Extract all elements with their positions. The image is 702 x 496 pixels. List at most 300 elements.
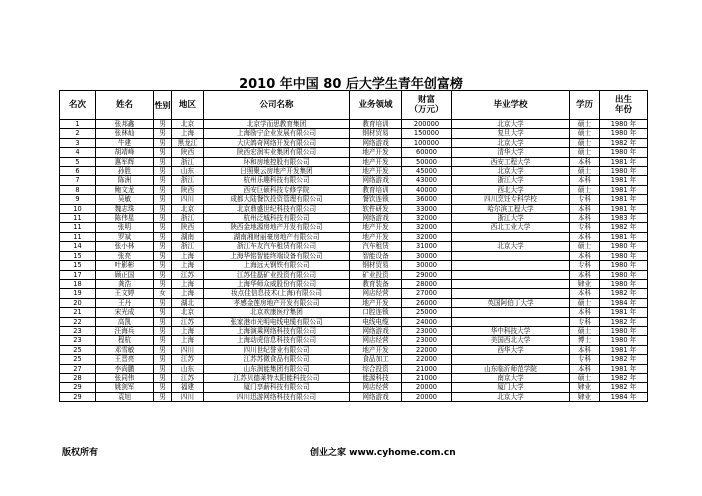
table-row xyxy=(60,279,648,288)
cell-degree: 肄业 xyxy=(570,279,600,288)
header-birth-year: 出生 年份 xyxy=(600,91,648,120)
table-row xyxy=(60,185,648,194)
cell-business: 地产开发 xyxy=(350,232,402,241)
cell-rank: 29 xyxy=(60,383,96,392)
cell-wealth: 22000 xyxy=(402,355,452,364)
cell-business: 网络游戏 xyxy=(350,138,402,147)
cell-name: 吴敏 xyxy=(96,195,154,204)
cell-gender: 男 xyxy=(154,167,172,176)
table-row xyxy=(60,167,648,176)
cell-birth-year: 1981 年 xyxy=(600,195,648,204)
cell-rank: 23 xyxy=(60,336,96,345)
table-row xyxy=(60,223,648,232)
cell-region: 陕西 xyxy=(172,223,204,232)
cell-birth-year: 1984 年 xyxy=(600,298,648,307)
cell-name: 张邦鑫 xyxy=(96,120,154,129)
cell-wealth: 20000 xyxy=(402,383,452,392)
cell-company: 上海远天钢铁有限公司 xyxy=(204,261,350,270)
cell-school: 厦门大学 xyxy=(452,383,570,392)
cell-business: 地产开发 xyxy=(350,148,402,157)
cell-name: 孙胜 xyxy=(96,167,154,176)
cell-birth-year: 1980 年 xyxy=(600,251,648,260)
cell-school xyxy=(452,270,570,279)
cell-rank: 2 xyxy=(60,129,96,138)
cell-degree: 本科 xyxy=(570,308,600,317)
cell-company: 孝感金莲房地产开发有限公司 xyxy=(204,298,350,307)
cell-name: 魏志珠 xyxy=(96,204,154,213)
cell-region: 浙江 xyxy=(172,242,204,251)
cell-gender: 男 xyxy=(154,232,172,241)
cell-company: 日照聚云房地产开发集团 xyxy=(204,167,350,176)
cell-wealth: 23000 xyxy=(402,326,452,335)
cell-degree: 硕士 xyxy=(570,120,600,129)
table-row xyxy=(60,289,648,298)
cell-birth-year: 1980 年 xyxy=(600,148,648,157)
cell-gender: 男 xyxy=(154,261,172,270)
cell-rank: 14 xyxy=(60,242,96,251)
cell-birth-year: 1980 年 xyxy=(600,326,648,335)
copyright-text: 版权所有 xyxy=(62,448,99,458)
cell-region: 四川 xyxy=(172,392,204,401)
cell-company: 张家港市光明电线电缆有限公司 xyxy=(204,317,350,326)
cell-gender: 男 xyxy=(154,355,172,364)
cell-company: 环和房地控股有限公司 xyxy=(204,157,350,166)
cell-gender: 男 xyxy=(154,185,172,194)
cell-birth-year: 1980 年 xyxy=(600,270,648,279)
cell-company: 湖南湘财丽豪房地产有限公司 xyxy=(204,232,350,241)
ranking-table-body xyxy=(60,120,648,402)
cell-business: 智能设备 xyxy=(350,251,402,260)
cell-wealth: 32000 xyxy=(402,232,452,241)
cell-gender: 男 xyxy=(154,214,172,223)
cell-school: 西华大学 xyxy=(452,345,570,354)
cell-rank: 7 xyxy=(60,176,96,185)
cell-region: 浙江 xyxy=(172,176,204,185)
cell-degree: 本科 xyxy=(570,157,600,166)
cell-wealth: 20000 xyxy=(402,392,452,401)
cell-wealth: 31000 xyxy=(402,242,452,251)
cell-wealth: 100000 xyxy=(402,138,452,147)
cell-rank: 6 xyxy=(60,167,96,176)
cell-region: 黑龙江 xyxy=(172,138,204,147)
cell-wealth: 32000 xyxy=(402,214,452,223)
table-row xyxy=(60,270,648,279)
cell-business: 网络游戏 xyxy=(350,326,402,335)
header-wealth: 财富 （万元） xyxy=(402,91,452,120)
cell-school: 山东临沂师范学院 xyxy=(452,364,570,373)
table-row xyxy=(60,195,648,204)
cell-gender: 男 xyxy=(154,298,172,307)
cell-company: 北京学而思教育集团 xyxy=(204,120,350,129)
cell-birth-year: 1983 年 xyxy=(600,214,648,223)
header-gender: 性别 xyxy=(154,91,172,120)
cell-school: 清华大学 xyxy=(452,148,570,157)
cell-gender: 男 xyxy=(154,148,172,157)
page-title: 2010 年中国 80 后大学生青年创富榜 xyxy=(239,77,463,92)
cell-birth-year: 1980 年 xyxy=(600,129,648,138)
table-row xyxy=(60,298,648,307)
cell-degree: 本科 xyxy=(570,204,600,213)
cell-region: 四川 xyxy=(172,195,204,204)
cell-wealth: 30000 xyxy=(402,261,452,270)
cell-gender: 男 xyxy=(154,279,172,288)
cell-birth-year: 1980 年 xyxy=(600,120,648,129)
cell-school: 四川烹饪专科学校 xyxy=(452,195,570,204)
header-row xyxy=(60,91,648,120)
cell-rank: 11 xyxy=(60,232,96,241)
cell-gender: 男 xyxy=(154,383,172,392)
cell-birth-year: 1980 年 xyxy=(600,167,648,176)
cell-company: 厦门享薪科技有限公司 xyxy=(204,383,350,392)
cell-wealth: 25000 xyxy=(402,308,452,317)
table-row xyxy=(60,251,648,260)
cell-wealth: 24000 xyxy=(402,317,452,326)
cell-business: 钢材贸易 xyxy=(350,261,402,270)
cell-business: 钢材贸易 xyxy=(350,129,402,138)
cell-rank: 19 xyxy=(60,289,96,298)
cell-rank: 5 xyxy=(60,157,96,166)
cell-wealth: 23000 xyxy=(402,336,452,345)
cell-name: 王文婷 xyxy=(96,289,154,298)
header-rank: 名次 xyxy=(60,91,96,120)
cell-company: 上海演乘网络科技有限公司 xyxy=(204,326,350,335)
cell-region: 北京 xyxy=(172,308,204,317)
cell-school: 北京大学 xyxy=(452,138,570,147)
cell-birth-year: 1981 年 xyxy=(600,157,648,166)
cell-name: 龚浩 xyxy=(96,279,154,288)
cell-rank: 17 xyxy=(60,270,96,279)
table-row xyxy=(60,355,648,364)
cell-company: 江苏贝德莱特太阳能科技公司 xyxy=(204,373,350,382)
table-row xyxy=(60,204,648,213)
cell-business: 教育培训 xyxy=(350,120,402,129)
cell-name: 王丹 xyxy=(96,298,154,307)
cell-region: 江苏 xyxy=(172,355,204,364)
cell-birth-year: 1982 年 xyxy=(600,373,648,382)
cell-rank: 10 xyxy=(60,204,96,213)
cell-name: 张林灿 xyxy=(96,129,154,138)
cell-company: 陕西宏润实业集团有限公司 xyxy=(204,148,350,157)
cell-rank: 27 xyxy=(60,364,96,373)
cell-wealth: 50000 xyxy=(402,157,452,166)
header-name: 姓名 xyxy=(96,91,154,120)
cell-degree: 专科 xyxy=(570,355,600,364)
cell-rank: 18 xyxy=(60,279,96,288)
cell-business: 汽车租赁 xyxy=(350,242,402,251)
cell-rank: 11 xyxy=(60,214,96,223)
cell-name: 邓雪敏 xyxy=(96,345,154,354)
cell-birth-year: 1981 年 xyxy=(600,232,648,241)
cell-region: 四川 xyxy=(172,345,204,354)
cell-school xyxy=(452,289,570,298)
cell-region: 陕西 xyxy=(172,148,204,157)
cell-name: 张小林 xyxy=(96,242,154,251)
cell-name: 王晋亮 xyxy=(96,355,154,364)
cell-company: 上海励宁企业发展有限公司 xyxy=(204,129,350,138)
cell-business: 网店经营 xyxy=(350,383,402,392)
cell-business: 地产开发 xyxy=(350,157,402,166)
cell-company: 浙江车友汽车租赁有限公司 xyxy=(204,242,350,251)
cell-region: 北京 xyxy=(172,120,204,129)
cell-school: 浙江大学 xyxy=(452,176,570,185)
cell-company: 四川世纪誉业有限公司 xyxy=(204,345,350,354)
cell-school: 北京大学 xyxy=(452,120,570,129)
cell-company: 杭州乐趣科技有限公司 xyxy=(204,176,350,185)
ranking-table xyxy=(59,90,648,402)
cell-birth-year: 1981 年 xyxy=(600,364,648,373)
cell-birth-year: 1982 年 xyxy=(600,317,648,326)
cell-region: 上海 xyxy=(172,261,204,270)
cell-business: 网店经营 xyxy=(350,289,402,298)
cell-degree: 本科 xyxy=(570,364,600,373)
cell-wealth: 150000 xyxy=(402,129,452,138)
cell-region: 江苏 xyxy=(172,270,204,279)
cell-gender: 女 xyxy=(154,289,172,298)
cell-school: 北京大学 xyxy=(452,242,570,251)
cell-degree: 肄业 xyxy=(570,392,600,401)
cell-degree: 专科 xyxy=(570,317,600,326)
cell-name: 张亮 xyxy=(96,251,154,260)
cell-business: 电线电缆 xyxy=(350,317,402,326)
cell-wealth: 36000 xyxy=(402,195,452,204)
cell-degree: 硕士 xyxy=(570,129,600,138)
table-row xyxy=(60,242,648,251)
cell-wealth: 22000 xyxy=(402,345,452,354)
cell-company: 西安巨硕科技专修学院 xyxy=(204,185,350,194)
cell-degree: 本科 xyxy=(570,214,600,223)
table-row xyxy=(60,326,648,335)
cell-business: 地产开发 xyxy=(350,345,402,354)
cell-region: 山东 xyxy=(172,364,204,373)
cell-name: 高凯 xyxy=(96,317,154,326)
cell-gender: 男 xyxy=(154,317,172,326)
cell-wealth: 32000 xyxy=(402,223,452,232)
cell-gender: 男 xyxy=(154,195,172,204)
cell-name: 张同伟 xyxy=(96,373,154,382)
cell-school xyxy=(452,355,570,364)
table-row xyxy=(60,129,648,138)
cell-gender: 男 xyxy=(154,373,172,382)
cell-business: 网络游戏 xyxy=(350,176,402,185)
cell-business: 地产开发 xyxy=(350,167,402,176)
cell-school: 浙江大学 xyxy=(452,214,570,223)
cell-birth-year: 1982 年 xyxy=(600,223,648,232)
cell-rank: 3 xyxy=(60,138,96,147)
table-row xyxy=(60,317,648,326)
table-row xyxy=(60,138,648,147)
cell-rank: 4 xyxy=(60,148,96,157)
cell-name: 罗斌 xyxy=(96,232,154,241)
cell-company: 成都大陆餐饮投资管理有限公司 xyxy=(204,195,350,204)
cell-company: 江苏佳磊矿业投资有限公司 xyxy=(204,270,350,279)
cell-name: 李尚鹏 xyxy=(96,364,154,373)
cell-birth-year: 1980 年 xyxy=(600,261,648,270)
cell-school xyxy=(452,279,570,288)
cell-company: 上海华师众威股份有限公司 xyxy=(204,279,350,288)
cell-degree: 博士 xyxy=(570,336,600,345)
cell-company: 江苏苏微食品有限公司 xyxy=(204,355,350,364)
cell-company: 大庆鸽奇网络开发有限公司 xyxy=(204,138,350,147)
cell-wealth: 40000 xyxy=(402,185,452,194)
cell-wealth: 21000 xyxy=(402,373,452,382)
cell-wealth: 29000 xyxy=(402,270,452,279)
cell-rank: 15 xyxy=(60,261,96,270)
cell-school xyxy=(452,317,570,326)
cell-region: 山东 xyxy=(172,167,204,176)
cell-business: 食品加工 xyxy=(350,355,402,364)
cell-name: 陈伟星 xyxy=(96,214,154,223)
cell-business: 综合投资 xyxy=(350,364,402,373)
cell-gender: 男 xyxy=(154,345,172,354)
cell-birth-year: 1980 年 xyxy=(600,279,648,288)
cell-birth-year: 1982 年 xyxy=(600,355,648,364)
cell-region: 江苏 xyxy=(172,317,204,326)
cell-degree: 专科 xyxy=(570,223,600,232)
cell-business: 口腔连锁 xyxy=(350,308,402,317)
cell-company: 北京鼎盛世纪科技有限公司 xyxy=(204,204,350,213)
cell-school: 西北大学 xyxy=(452,185,570,194)
cell-rank: 25 xyxy=(60,355,96,364)
cell-rank: 29 xyxy=(60,392,96,401)
cell-gender: 男 xyxy=(154,364,172,373)
cell-school: 复旦大学 xyxy=(452,129,570,138)
cell-birth-year: 1984 年 xyxy=(600,392,648,401)
cell-company: 妆点佳信息技术(上海)有限公司 xyxy=(204,289,350,298)
cell-region: 福建 xyxy=(172,383,204,392)
cell-rank: 23 xyxy=(60,326,96,335)
cell-school xyxy=(452,308,570,317)
cell-school: 哈尔滨工程大学 xyxy=(452,204,570,213)
cell-region: 上海 xyxy=(172,251,204,260)
table-row xyxy=(60,214,648,223)
cell-degree: 本科 xyxy=(570,232,600,241)
table-row xyxy=(60,176,648,185)
cell-rank: 20 xyxy=(60,298,96,307)
cell-business: 教育培训 xyxy=(350,185,402,194)
cell-wealth: 30000 xyxy=(402,251,452,260)
cell-rank: 22 xyxy=(60,317,96,326)
cell-business: 地产开发 xyxy=(350,298,402,307)
cell-birth-year: 1982 年 xyxy=(600,289,648,298)
cell-birth-year: 1981 年 xyxy=(600,345,648,354)
cell-region: 浙江 xyxy=(172,157,204,166)
cell-gender: 男 xyxy=(154,138,172,147)
cell-gender: 男 xyxy=(154,120,172,129)
cell-region: 陕西 xyxy=(172,185,204,194)
cell-birth-year: 1981 年 xyxy=(600,308,648,317)
cell-region: 浙江 xyxy=(172,214,204,223)
cell-name: 宋光成 xyxy=(96,308,154,317)
cell-degree: 硕士 xyxy=(570,373,600,382)
cell-name: 张明 xyxy=(96,223,154,232)
cell-gender: 男 xyxy=(154,204,172,213)
cell-region: 上海 xyxy=(172,326,204,335)
cell-gender: 男 xyxy=(154,242,172,251)
cell-name: 程杭 xyxy=(96,336,154,345)
cell-birth-year: 1982 年 xyxy=(600,383,648,392)
table-row xyxy=(60,308,648,317)
header-school: 毕业学校 xyxy=(452,91,570,120)
cell-name: 惠军辉 xyxy=(96,157,154,166)
cell-degree: 硕士 xyxy=(570,138,600,147)
cell-birth-year: 1981 年 xyxy=(600,204,648,213)
cell-birth-year: 1981 年 xyxy=(600,176,648,185)
cell-school: 华中科技大学 xyxy=(452,326,570,335)
table-row xyxy=(60,261,648,270)
header-degree: 学历 xyxy=(570,91,600,120)
cell-degree: 本科 xyxy=(570,251,600,260)
cell-rank: 25 xyxy=(60,345,96,354)
cell-degree: 硕士 xyxy=(570,185,600,194)
cell-gender: 男 xyxy=(154,157,172,166)
source-text: 创业之家 www.cyhome.com.cn xyxy=(310,448,456,458)
cell-rank: 9 xyxy=(60,195,96,204)
cell-region: 上海 xyxy=(172,129,204,138)
cell-birth-year: 1980 年 xyxy=(600,336,648,345)
cell-region: 湖南 xyxy=(172,232,204,241)
cell-school: 北京大学 xyxy=(452,167,570,176)
cell-name: 胡靖峰 xyxy=(96,148,154,157)
cell-business: 软件研发 xyxy=(350,204,402,213)
header-region: 地区 xyxy=(172,91,204,120)
cell-wealth: 43000 xyxy=(402,176,452,185)
table-row xyxy=(60,232,648,241)
cell-name: 鲍文龙 xyxy=(96,185,154,194)
table-row xyxy=(60,345,648,354)
cell-region: 上海 xyxy=(172,336,204,345)
table-row xyxy=(60,336,648,345)
cell-school: 英国阿伯丁大学 xyxy=(452,298,570,307)
cell-degree: 硕士 xyxy=(570,242,600,251)
cell-gender: 男 xyxy=(154,392,172,401)
cell-company: 上海动虎信息科技有限公司 xyxy=(204,336,350,345)
table-row xyxy=(60,120,648,129)
cell-business: 地产开发 xyxy=(350,223,402,232)
cell-business: 能源科技 xyxy=(350,373,402,382)
cell-school: 美国西北大学 xyxy=(452,336,570,345)
cell-degree: 专科 xyxy=(570,195,600,204)
cell-gender: 男 xyxy=(154,251,172,260)
cell-region: 江苏 xyxy=(172,373,204,382)
cell-school: 南京大学 xyxy=(452,373,570,382)
table-row xyxy=(60,373,648,382)
cell-degree: 硕士 xyxy=(570,298,600,307)
cell-school xyxy=(452,261,570,270)
cell-company: 四川迅游网络科技有限公司 xyxy=(204,392,350,401)
table-row xyxy=(60,148,648,157)
cell-degree: 肄业 xyxy=(570,383,600,392)
cell-business: 网店经营 xyxy=(350,336,402,345)
cell-wealth: 28000 xyxy=(402,279,452,288)
cell-degree: 本科 xyxy=(570,270,600,279)
cell-name: 汪海兵 xyxy=(96,326,154,335)
cell-gender: 男 xyxy=(154,129,172,138)
cell-degree: 硕士 xyxy=(570,326,600,335)
cell-degree: 硕士 xyxy=(570,148,600,157)
cell-degree: 硕士 xyxy=(570,167,600,176)
cell-wealth: 26000 xyxy=(402,298,452,307)
cell-wealth: 33000 xyxy=(402,204,452,213)
cell-school xyxy=(452,232,570,241)
cell-rank: 11 xyxy=(60,223,96,232)
cell-name: 牛建 xyxy=(96,138,154,147)
cell-degree: 本科 xyxy=(570,176,600,185)
cell-gender: 男 xyxy=(154,270,172,279)
cell-region: 湖北 xyxy=(172,298,204,307)
cell-rank: 28 xyxy=(60,373,96,382)
cell-region: 上海 xyxy=(172,279,204,288)
cell-degree: 本科 xyxy=(570,289,600,298)
